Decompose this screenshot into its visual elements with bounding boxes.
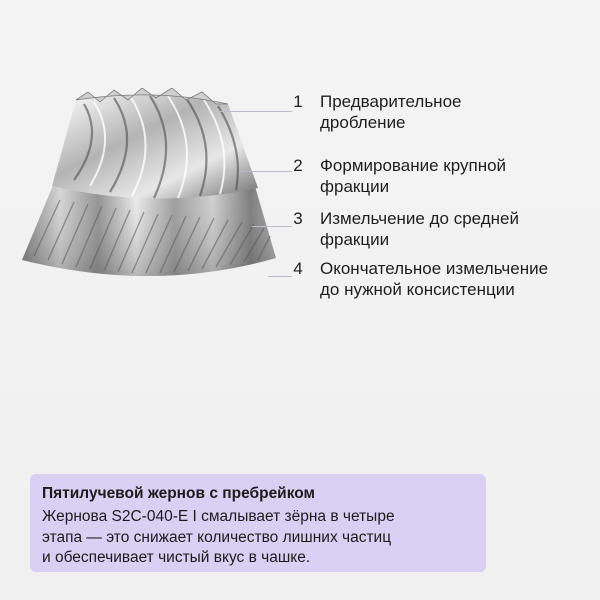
leader-line-4 <box>268 276 292 277</box>
stage-description <box>320 258 590 300</box>
conical-burr-image <box>14 88 294 288</box>
stage-line: до нужной консистенции <box>320 280 515 299</box>
card-body-line: этапа — это снижает количество лишних частиц <box>42 528 392 546</box>
stage-line: Предварительное <box>320 92 462 111</box>
stage-line: дробление <box>320 113 406 132</box>
stage-description <box>320 155 590 197</box>
stage-number: 2 <box>293 156 303 175</box>
stage-number: 4 <box>293 259 303 278</box>
card-title: Пятилучевой жернов с пребрейком <box>42 485 315 502</box>
leader-line-3 <box>252 226 292 227</box>
card-body <box>42 507 395 569</box>
stage-line: фракции <box>320 177 390 196</box>
stage-line: Измельчение до средней <box>320 209 519 228</box>
card-body-line: Жернова S2C-040-E I смалывает зёрна в четыре <box>42 508 395 525</box>
info-card <box>30 474 486 572</box>
stage-line: Окончательное измельчение <box>320 259 549 278</box>
stage-line: фракции <box>320 230 390 249</box>
stage-number: 1 <box>293 92 303 111</box>
stage-line: Формирование крупной <box>320 156 507 175</box>
stage-number: 3 <box>293 209 303 228</box>
stage-description <box>320 208 590 250</box>
leader-line-1 <box>218 111 292 112</box>
stage-description <box>320 91 590 133</box>
leader-line-2 <box>240 171 292 172</box>
card-body-line: и обеспечивает чистый вкус в чашке. <box>42 549 311 566</box>
